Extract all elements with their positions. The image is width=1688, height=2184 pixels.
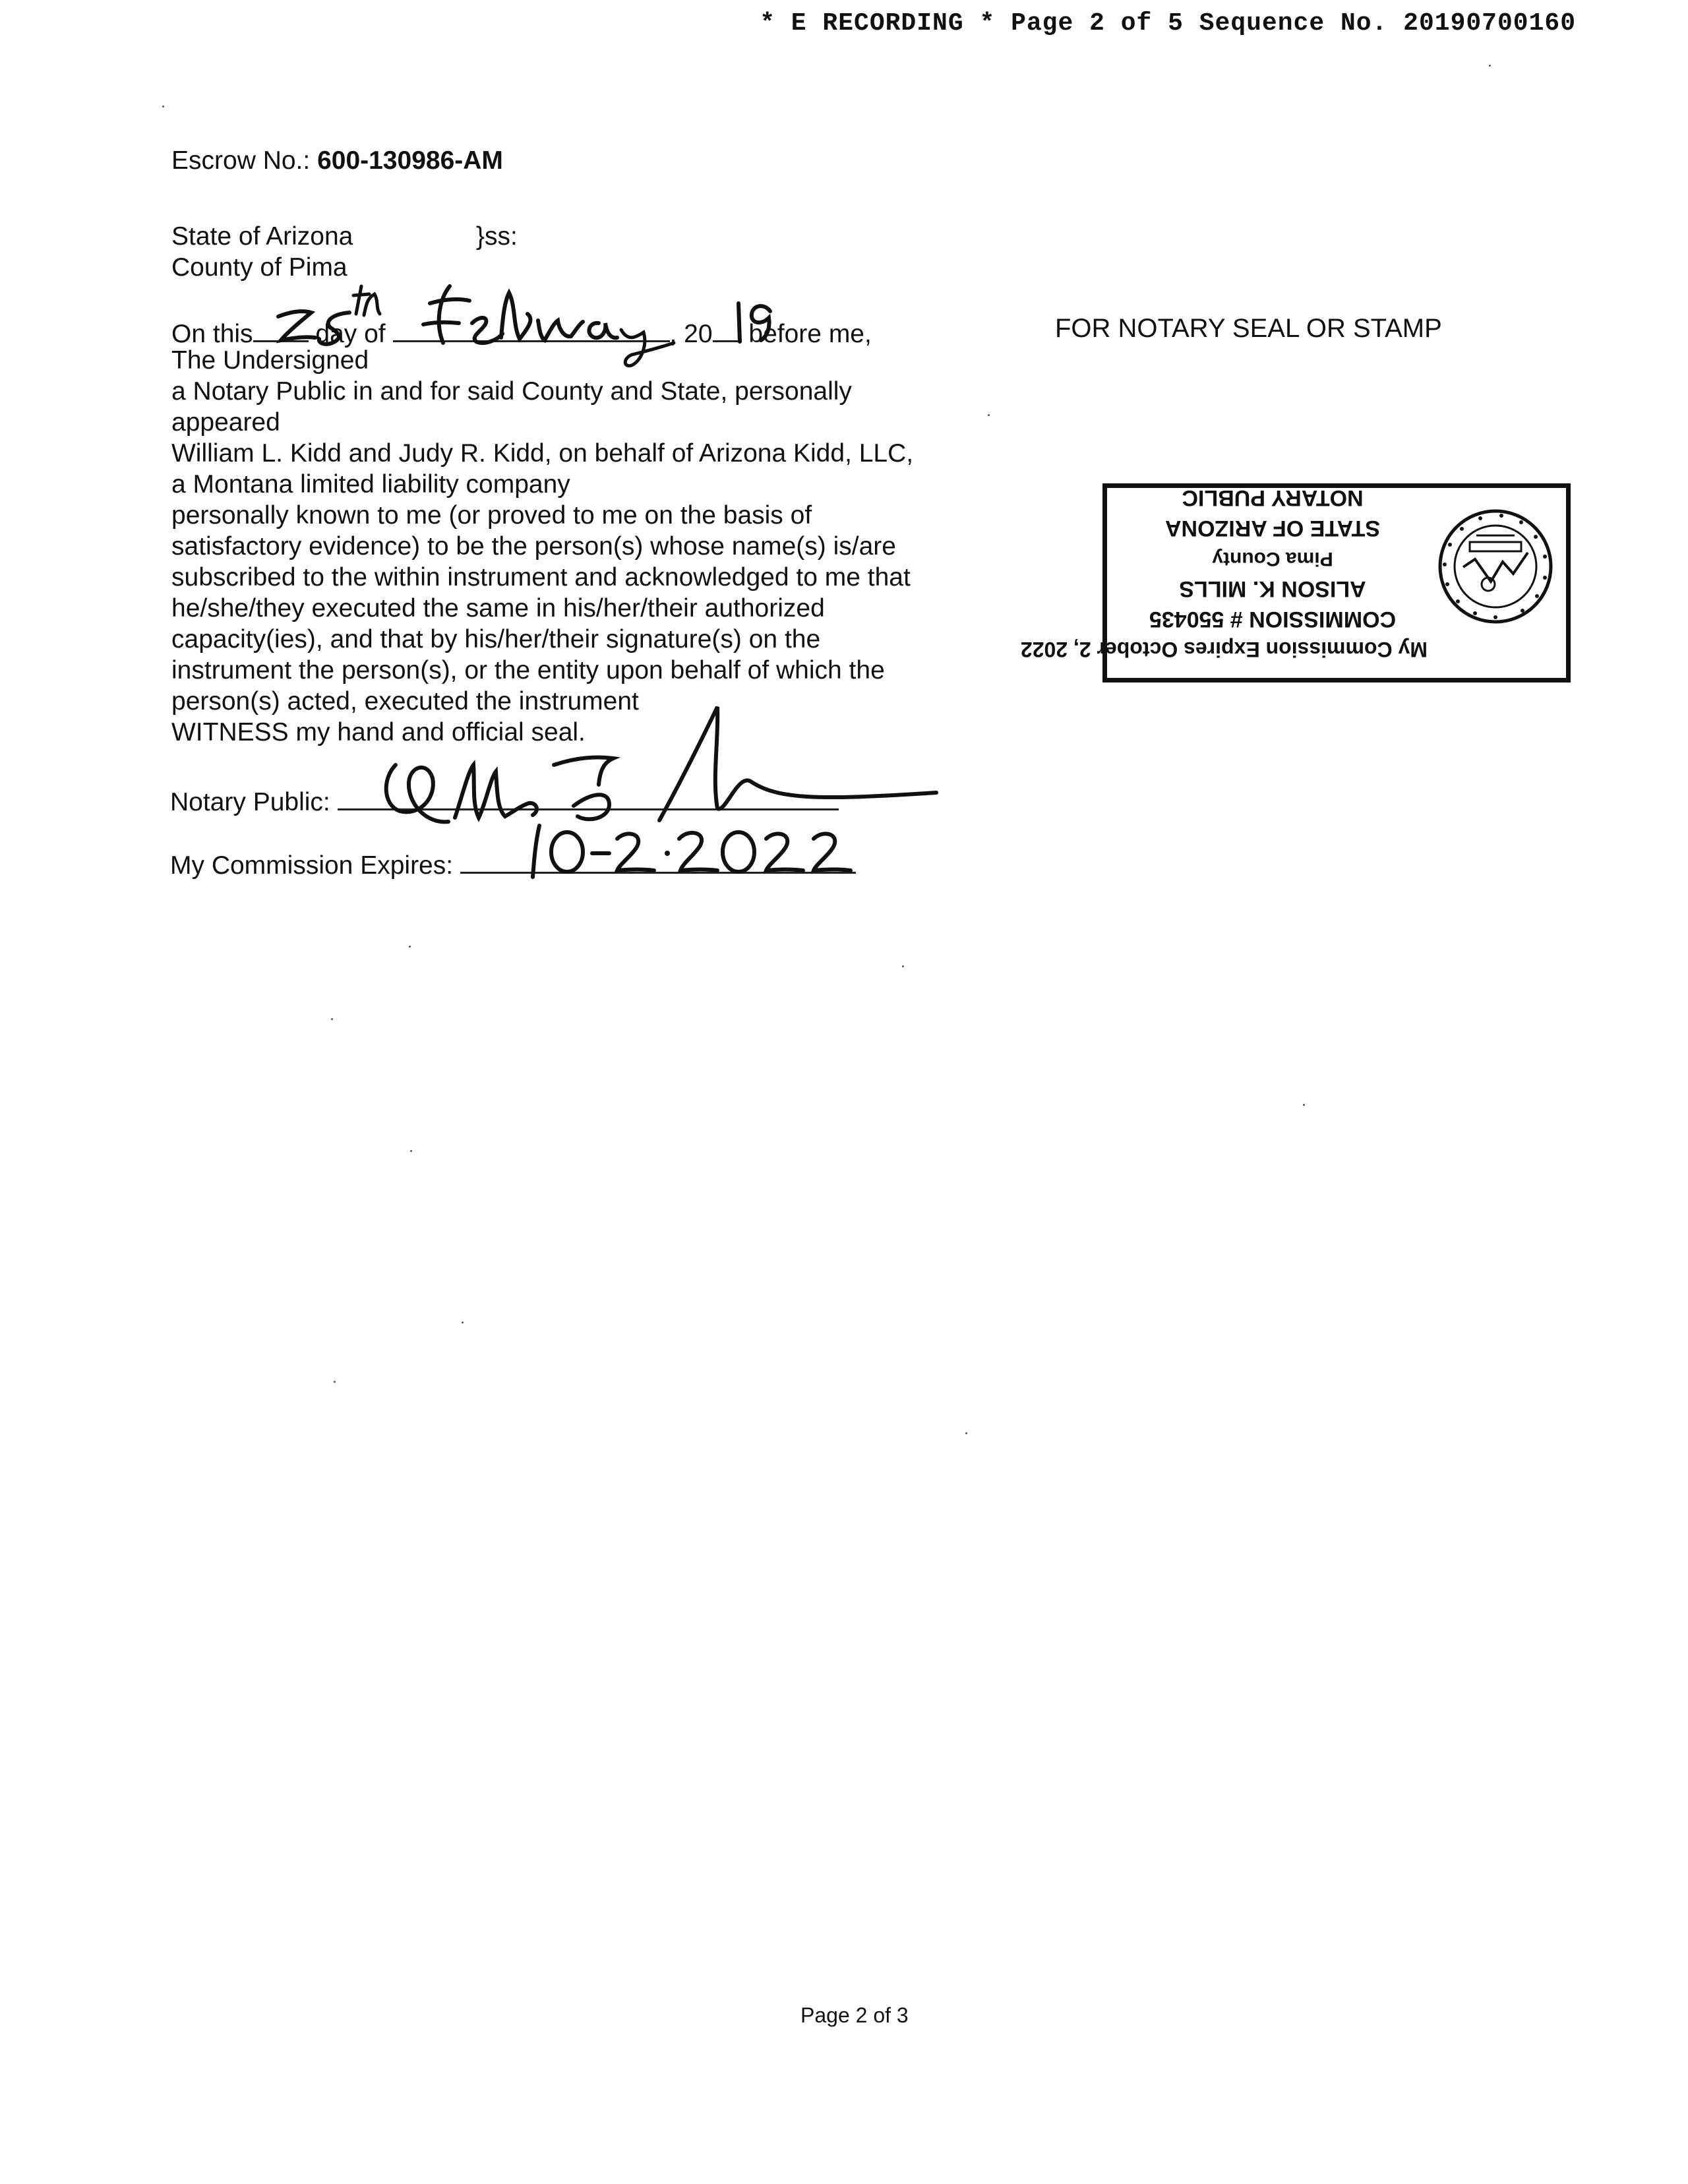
stamp-line: COMMISSION # 550435 [1149,607,1397,632]
commission-expires-label: My Commission Expires: [170,851,454,880]
on-this-label: On this [171,320,253,348]
notary-public-label: Notary Public: [170,788,330,816]
ack-line: he/she/they executed the same in his/her/their authorized [171,594,825,622]
venue-state: State of Arizona [171,222,353,251]
venue-county: County of Pima [171,253,347,282]
ack-line: satisfactory evidence) to be the person(s) whose name(s) is/are [171,532,896,561]
handwritten-year [732,298,778,348]
ack-line: WITNESS my hand and official seal. [171,718,586,746]
handwritten-month [404,277,680,376]
stamp-line: My Commission Expires October 2, 2022 [1020,638,1428,661]
notary-stamp-text [1020,483,1428,665]
handwritten-commission-date [521,816,864,882]
escrow-line [171,145,503,176]
acknowledgment-paragraph [171,345,913,748]
escrow-number: 600-130986-AM [317,146,503,175]
ack-line: capacity(ies), and that by his/her/their signature(s) on the [171,625,821,653]
venue-ss: }ss: [476,222,518,251]
recording-header: * E RECORDING * Page 2 of 5 Sequence No. 20190700160 [760,9,1576,38]
notary-stamp-inverted [1020,485,1566,678]
ack-line: instrument the person(s), or the entity upon behalf of which the [171,656,885,684]
ack-line: The Undersigned [171,346,369,375]
ack-line: a Notary Public in and for said County and State, personally [171,377,852,406]
ack-line: William L. Kidd and Judy R. Kidd, on behalf of Arizona Kidd, LLC, [171,439,914,468]
day-of-label: day of [315,320,386,348]
year-prefix: , 20 [669,320,713,348]
seal-area-label: FOR NOTARY SEAL OR STAMP [1055,314,1442,343]
escrow-label: Escrow No.: [171,146,311,175]
stamp-line: STATE OF ARIZONA [1164,516,1381,541]
ack-line: person(s) acted, executed the instrument [171,687,639,715]
ack-line: appeared [171,408,280,437]
arizona-state-seal-icon [1437,508,1554,625]
ack-line: a Montana limited liability company [171,470,570,499]
page-number: Page 2 of 3 [800,2003,909,2027]
ack-line: personally known to me (or proved to me on the basis of [171,501,812,530]
handwritten-day [251,276,396,355]
before-me-label: before me, [748,320,872,348]
stamp-line: ALISON K. MILLS [1179,576,1366,601]
notary-stamp [1020,483,1571,682]
stamp-line: Pima County [1212,548,1333,570]
ack-line: subscribed to the within instrument and acknowledged to me that [171,563,911,592]
stamp-line: NOTARY PUBLIC [1182,485,1364,510]
